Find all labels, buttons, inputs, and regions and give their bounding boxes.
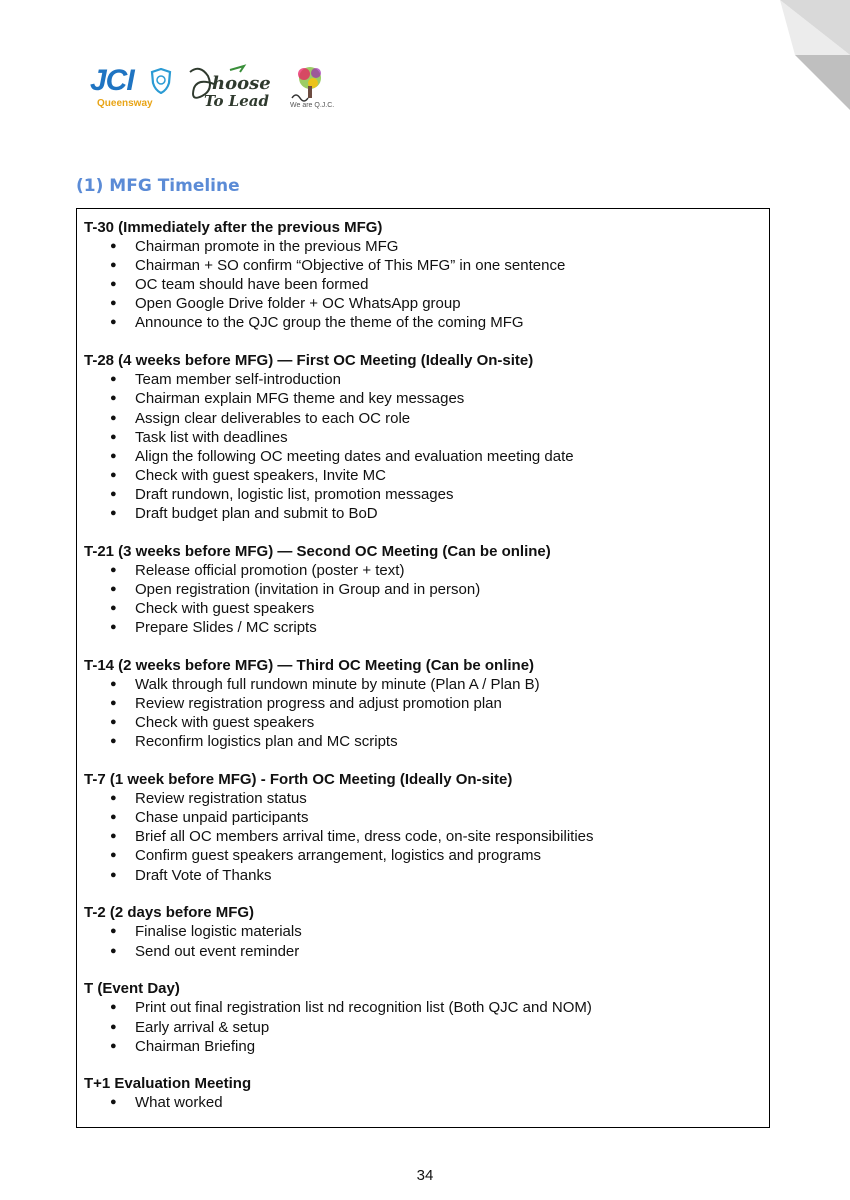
timeline-phase bbox=[84, 1074, 763, 1112]
task-item: ● Announce to the QJC group the theme of the coming MFG bbox=[84, 313, 763, 332]
timeline-phase bbox=[84, 979, 763, 1055]
timeline-phase bbox=[84, 218, 763, 333]
phase-title: T-14 (2 weeks before MFG) — Third OC Meeting (Can be online) bbox=[84, 656, 535, 674]
timeline-phase bbox=[84, 770, 763, 885]
task-list bbox=[84, 370, 763, 523]
jci-queensway-logo bbox=[88, 64, 180, 112]
task-item: ● Open Google Drive folder + OC WhatsApp group bbox=[84, 294, 763, 313]
jci-logo-text: JCI bbox=[90, 64, 134, 97]
timeline-phase bbox=[84, 351, 763, 523]
task-item: ● Print out final registration list nd recognition list (Both QJC and NOM) bbox=[84, 998, 763, 1017]
task-item: ● Task list with deadlines bbox=[84, 428, 763, 447]
phase-title: T-2 (2 days before MFG) bbox=[84, 904, 255, 922]
logo-choose-text: hoose bbox=[212, 73, 271, 94]
task-item: ● Reconfirm logistics plan and MC scripts bbox=[84, 732, 763, 751]
qjc-logo-caption: We are Q.J.C. bbox=[290, 102, 335, 109]
task-item: ● Align the following OC meeting dates and evaluation meeting date bbox=[84, 447, 763, 466]
task-item: ● Brief all OC members arrival time, dress code, on-site responsibilities bbox=[84, 827, 763, 846]
task-item: ● Assign clear deliverables to each OC role bbox=[84, 409, 763, 428]
timeline-box bbox=[76, 208, 770, 1128]
task-item: ● Release official promotion (poster + text) bbox=[84, 561, 763, 580]
task-item: ● Finalise logistic materials bbox=[84, 922, 763, 941]
logo-to-lead-text: To Lead bbox=[204, 92, 269, 110]
task-item: ● Walk through full rundown minute by minute (Plan A / Plan B) bbox=[84, 675, 763, 694]
phase-title: T (Event Day) bbox=[84, 980, 180, 998]
shield-icon bbox=[150, 68, 172, 94]
task-item: ● Chairman promote in the previous MFG bbox=[84, 237, 763, 256]
task-item: ● Draft rundown, logistic list, promotion messages bbox=[84, 485, 763, 504]
task-item: ● Draft Vote of Thanks bbox=[84, 866, 763, 885]
jci-logo-subtitle: Queensway bbox=[97, 98, 153, 109]
header-logos bbox=[88, 62, 348, 114]
phase-title: T-7 (1 week before MFG) - Forth OC Meeting (Ideally On-site) bbox=[84, 771, 513, 789]
task-list bbox=[84, 789, 763, 884]
task-item: ● Chairman Briefing bbox=[84, 1037, 763, 1056]
task-item: ● Open registration (invitation in Group and in person) bbox=[84, 580, 763, 599]
task-item: ● Send out event reminder bbox=[84, 942, 763, 961]
task-item: ● Review registration status bbox=[84, 789, 763, 808]
task-item: ● Check with guest speakers bbox=[84, 713, 763, 732]
task-item: ● Confirm guest speakers arrangement, logistics and programs bbox=[84, 846, 763, 865]
task-item: ● Chairman + SO confirm “Objective of This MFG” in one sentence bbox=[84, 256, 763, 275]
phase-title: T-21 (3 weeks before MFG) — Second OC Meeting (Can be online) bbox=[84, 542, 551, 560]
we-are-qjc-logo bbox=[286, 64, 336, 112]
task-item: ● Prepare Slides / MC scripts bbox=[84, 618, 763, 637]
task-list bbox=[84, 1093, 763, 1112]
task-list bbox=[84, 998, 763, 1055]
timeline-phase bbox=[84, 656, 763, 751]
task-item: ● What worked bbox=[84, 1093, 763, 1112]
phase-title: T-30 (Immediately after the previous MFG) bbox=[84, 219, 383, 236]
task-list bbox=[84, 237, 763, 332]
timeline-phase bbox=[84, 903, 763, 960]
task-list bbox=[84, 675, 763, 751]
phase-title: T+1 Evaluation Meeting bbox=[84, 1075, 252, 1093]
task-item: ● Check with guest speakers bbox=[84, 599, 763, 618]
task-item: ● Early arrival & setup bbox=[84, 1018, 763, 1037]
task-list bbox=[84, 561, 763, 637]
page-number: 34 bbox=[416, 1167, 434, 1184]
task-item: ● Team member self-introduction bbox=[84, 370, 763, 389]
choose-to-lead-logo bbox=[184, 62, 280, 114]
task-item: ● OC team should have been formed bbox=[84, 275, 763, 294]
page-corner-decoration bbox=[740, 0, 850, 110]
task-item: ● Chairman explain MFG theme and key messages bbox=[84, 389, 763, 408]
task-item: ● Check with guest speakers, Invite MC bbox=[84, 466, 763, 485]
timeline-phase bbox=[84, 542, 763, 637]
phase-title: T-28 (4 weeks before MFG) — First OC Meeting (Ideally On-site) bbox=[84, 352, 534, 370]
task-item: ● Draft budget plan and submit to BoD bbox=[84, 504, 763, 523]
task-list bbox=[84, 922, 763, 960]
tree-icon bbox=[286, 64, 336, 104]
task-item: ● Review registration progress and adjust promotion plan bbox=[84, 694, 763, 713]
task-item: ● Chase unpaid participants bbox=[84, 808, 763, 827]
section-title: (1) MFG Timeline bbox=[76, 176, 240, 196]
